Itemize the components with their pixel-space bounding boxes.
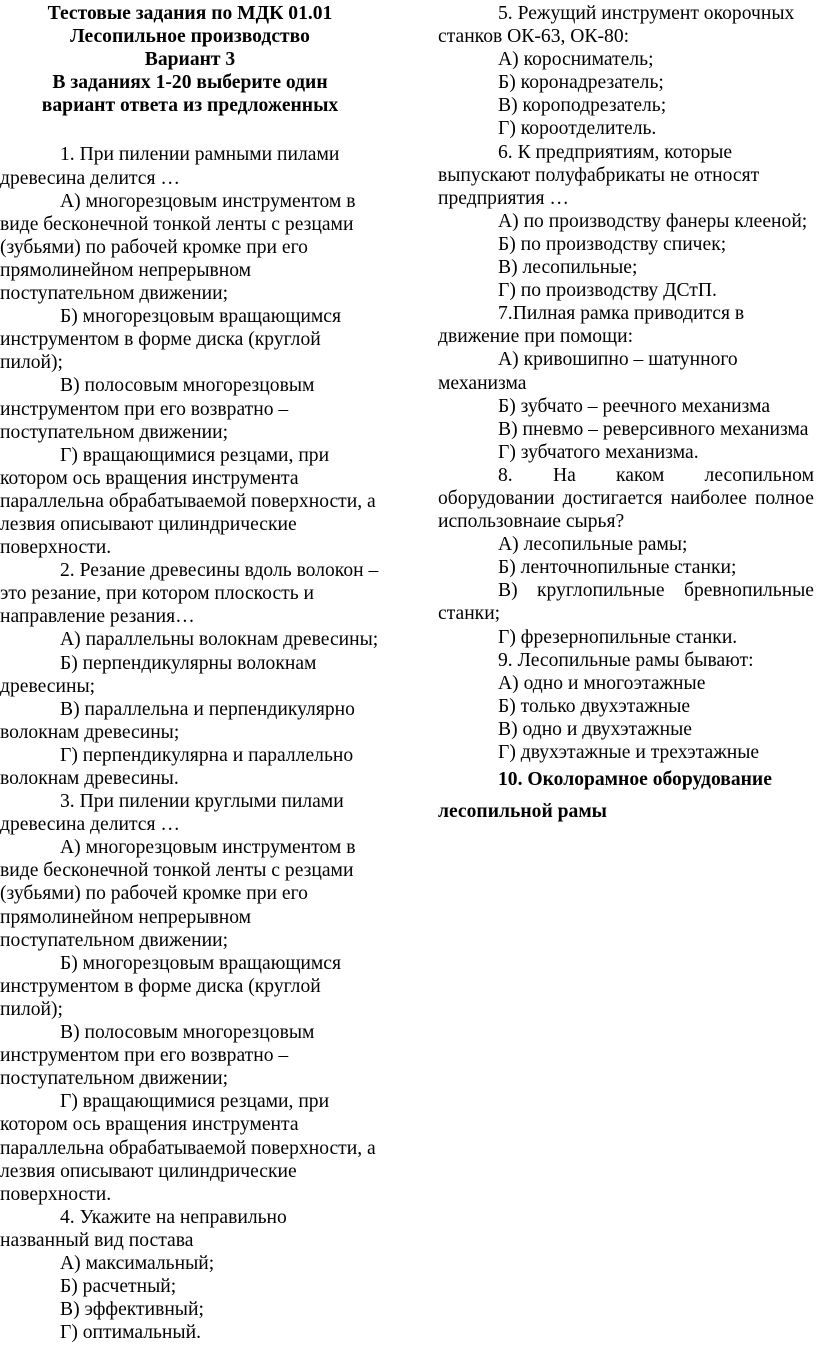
right-column bbox=[438, 2, 814, 828]
question-2-option-a: А) параллельны волокнам древесины; bbox=[60, 629, 379, 651]
question-7-option-b: Б) зубчато – реечного механизма bbox=[498, 395, 771, 417]
question-8: 8. На каком лесопильном оборудовании достигается наиболее полное использовнаие сырья? bbox=[438, 464, 814, 533]
question-4-option-a: А) максимальный; bbox=[60, 1252, 215, 1274]
question-7-option-d: Г) зубчатого механизма. bbox=[498, 441, 699, 463]
question-6-option-d: Г) по производству ДСтП. bbox=[498, 280, 717, 302]
question-1-option-b: Б) многорезцовым вращающимся инструментом в форме диска (круглой пилой); bbox=[0, 306, 342, 374]
header-instruction-line1: В заданиях 1-20 выберите один bbox=[52, 72, 328, 94]
question-3: 3. При пилении круглыми пилами древесина делится … bbox=[0, 791, 344, 836]
question-7-option-c: В) пневмо – реверсивного механизма bbox=[498, 418, 809, 440]
question-3-option-d: Г) вращающимися резцами, при котором ось вращения инструмента параллельна обрабатываемой поверхности, а лезвия описывают цилиндрические поверхности. bbox=[0, 1091, 376, 1205]
question-6-option-a: А) по производству фанеры клееной; bbox=[498, 210, 808, 232]
question-3-option-b: Б) многорезцовым вращающимся инструментом в форме диска (круглой пилой); bbox=[0, 952, 342, 1020]
question-8-option-c: В) круглопильные бревнопильные станки; bbox=[438, 580, 814, 625]
question-8-option-b: Б) ленточнопильные станки; bbox=[498, 557, 737, 579]
document-header bbox=[0, 2, 380, 117]
left-column bbox=[0, 2, 380, 1344]
question-7: 7.Пилная рамка приводится в движение при помощи: bbox=[438, 303, 745, 348]
header-subject: Лесопильное производство bbox=[70, 26, 310, 48]
question-5-option-c: В) короподрезатель; bbox=[498, 95, 667, 117]
question-4-option-c: В) эффективный; bbox=[60, 1299, 204, 1321]
question-4-option-d: Г) оптимальный. bbox=[60, 1322, 201, 1344]
question-4-option-b: Б) расчетный; bbox=[60, 1276, 177, 1298]
question-1-option-c: В) полосовым многорезцовым инструментом при его возвратно – поступательном движении; bbox=[0, 375, 315, 443]
question-2-option-c: В) параллельна и перпендикулярно волокнам древесины; bbox=[0, 698, 355, 743]
question-4: 4. Укажите на неправильно названный вид постава bbox=[0, 1206, 287, 1251]
question-9-option-b: Б) только двухэтажные bbox=[498, 695, 691, 717]
question-9-option-d: Г) двухэтажные и трехэтажные bbox=[498, 742, 760, 763]
question-2-option-d: Г) перпендикулярна и параллельно волокнам древесины. bbox=[0, 744, 354, 789]
question-3-option-a: А) многорезцовым инструментом в виде бесконечной тонкой ленты с резцами (зубьями) по рабочей кромке при его прямолинейном непрерывном поступательном движении; bbox=[0, 837, 356, 951]
question-8-option-a: А) лесопильные рамы; bbox=[498, 534, 688, 556]
question-5-option-a: А) коросниматель; bbox=[498, 49, 654, 71]
question-2-option-b: Б) перпендикулярны волокнам древесины; bbox=[0, 652, 317, 697]
question-1: 1. При пилении рамными пилами древесина делится … bbox=[0, 144, 340, 189]
question-6-option-c: В) лесопильные; bbox=[498, 257, 638, 279]
question-2: 2. Резание древесины вдоль волокон – это резание, при котором плоскость и направление резания… bbox=[0, 560, 379, 628]
question-5: 5. Режущий инструмент окорочных станков ОК-63, ОК-80: bbox=[438, 3, 795, 48]
header-title: Тестовые задания по МДК 01.01 bbox=[47, 3, 333, 24]
question-5-option-d: Г) короотделитель. bbox=[498, 118, 657, 140]
question-9-option-a: А) одно и многоэтажные bbox=[498, 672, 706, 694]
header-variant: Вариант 3 bbox=[144, 49, 236, 71]
question-5-option-b: Б) коронадрезатель; bbox=[498, 72, 664, 94]
question-1-option-d: Г) вращающимися резцами, при котором ось вращения инструмента параллельна обрабатываемой поверхности, а лезвия описывают цилиндрические поверхности. bbox=[0, 444, 376, 559]
question-6-option-b: Б) по производству спичек; bbox=[498, 233, 727, 255]
header-instruction-line2: вариант ответа из предложенных bbox=[41, 95, 339, 117]
question-8-option-d: Г) фрезернопильные станки. bbox=[498, 626, 738, 648]
question-6: 6. К предприятиям, которые выпускают полуфабрикаты не относят предприятия … bbox=[438, 141, 760, 209]
question-10: 10. Околорамное оборудование лесопильной рамы bbox=[438, 769, 772, 823]
question-3-option-c: В) полосовым многорезцовым инструментом при его возвратно – поступательном движении; bbox=[0, 1022, 315, 1090]
question-9-option-c: В) одно и двухэтажные bbox=[498, 718, 692, 740]
question-1-option-a: А) многорезцовым инструментом в виде бесконечной тонкой ленты с резцами (зубьями) по рабочей кромке при его прямолинейном непрерывном поступательном движении; bbox=[0, 190, 356, 305]
question-9: 9. Лесопильные рамы бывают: bbox=[498, 649, 754, 671]
question-7-option-a: А) кривошипно – шатунного механизма bbox=[438, 349, 738, 394]
